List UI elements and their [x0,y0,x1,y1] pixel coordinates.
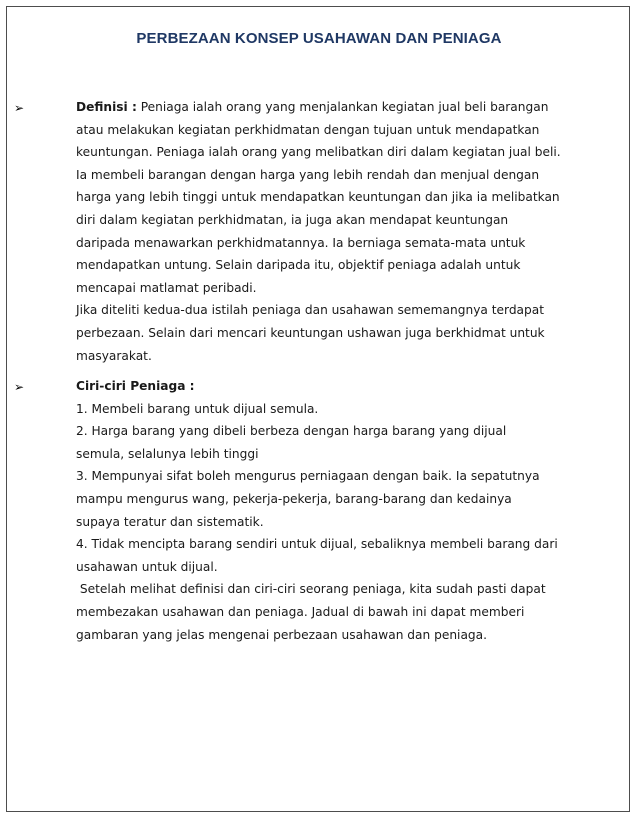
arrow-bullet-icon: ➢ [14,380,25,394]
paragraph-line: membezakan usahawan dan peniaga. Jadual di bawah ini dapat memberi [76,604,525,619]
paragraph-line: Setelah melihat definisi dan ciri-ciri seorang peniaga, kita sudah pasti dapat [76,582,546,597]
paragraph-line: 2. Harga barang yang dibeli berbeza dengan harga barang yang dijual [76,424,507,439]
paragraph-line: supaya teratur dan sistematik. [76,514,264,529]
paragraph-line: atau melakukan kegiatan perkhidmatan dengan tujuan untuk mendapatkan [76,122,540,137]
section-ciri-ciri [76,375,586,646]
paragraph-line: mendapatkan untung. Selain daripada itu, objektif peniaga adalah untuk [76,258,521,273]
arrow-bullet-icon: ➢ [14,101,25,115]
paragraph-line: gambaran yang jelas mengenai perbezaan usahawan dan peniaga. [76,627,487,642]
paragraph-line: masyarakat. [76,348,152,363]
ciri-ciri-label: Ciri-ciri Peniaga [76,379,186,393]
section-definisi [76,96,586,367]
definisi-first-line: Peniaga ialah orang yang menjalankan kegiatan jual beli barangan [136,100,549,114]
paragraph-line: harga yang lebih tinggi untuk mendapatkan keuntungan dan jika ia melibatkan [76,190,560,205]
paragraph-line: mencapai matlamat peribadi. [76,280,257,295]
ciri-ciri-label-suffix: : [185,379,195,393]
paragraph-line: Ia membeli barangan dengan harga yang lebih rendah dan menjual dengan [76,167,540,182]
paragraph-line: 1. Membeli barang untuk dijual semula. [76,401,319,416]
paragraph-line: diri dalam kegiatan perkhidmatan, ia juga akan mendapat keuntungan [76,212,509,227]
paragraph-line: semula, selalunya lebih tinggi [76,446,259,461]
document-title: PERBEZAAN KONSEP USAHAWAN DAN PENIAGA [136,30,502,47]
paragraph-line: daripada menawarkan perkhidmatannya. Ia berniaga semata-mata untuk [76,235,526,250]
paragraph-line: usahawan untuk dijual. [76,559,218,574]
paragraph-line: Jika diteliti kedua-dua istilah peniaga dan usahawan sememangnya terdapat [76,303,545,318]
paragraph-line: keuntungan. Peniaga ialah orang yang melibatkan diri dalam kegiatan jual beli. [76,145,561,160]
paragraph-line [76,375,586,398]
paragraph-line [76,96,586,119]
paragraph-line: mampu mengurus wang, pekerja-pekerja, barang-barang dan kedainya [76,491,512,506]
definisi-label: Definisi : [76,100,137,114]
paragraph-line: 3. Mempunyai sifat boleh mengurus perniagaan dengan baik. Ia sepatutnya [76,469,540,484]
paragraph-line: perbezaan. Selain dari mencari keuntungan ushawan juga berkhidmat untuk [76,325,545,340]
paragraph-line: 4. Tidak mencipta barang sendiri untuk dijual, sebaliknya membeli barang dari [76,537,558,552]
